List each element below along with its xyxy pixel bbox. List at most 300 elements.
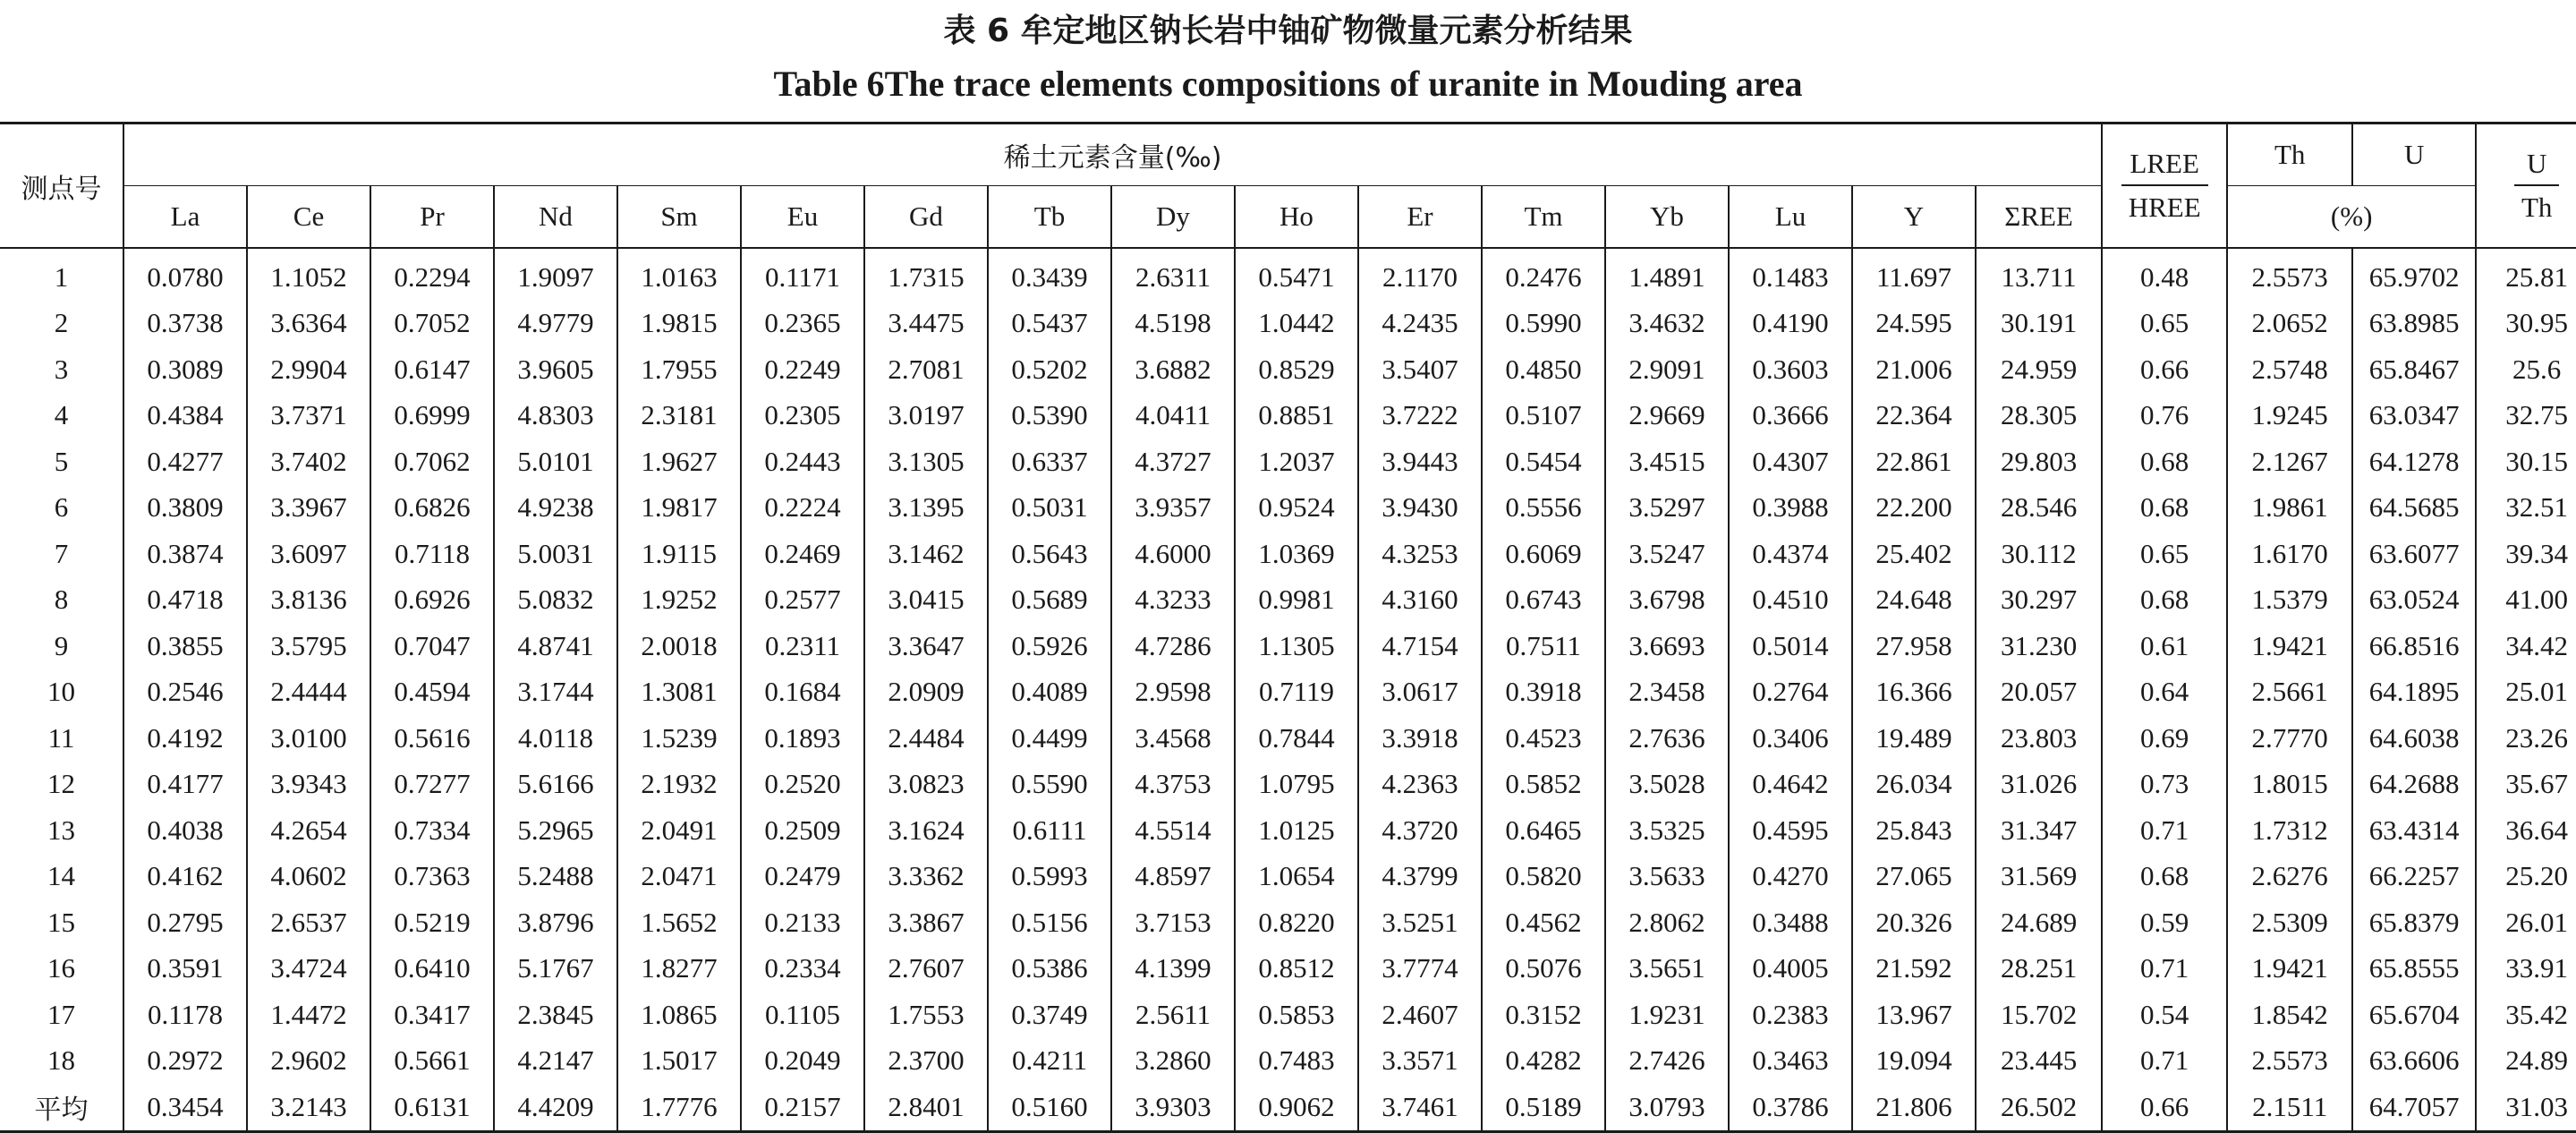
- cell-er: 4.3720: [1358, 807, 1482, 854]
- cell-point: 11: [47, 721, 75, 754]
- cell-sm: 2.0018: [617, 623, 741, 669]
- col-header-lu: Lu: [1729, 186, 1852, 249]
- cell-pr: 0.7118: [370, 531, 494, 577]
- cell-er: 3.7461: [1358, 1084, 1482, 1131]
- cell-gd: 3.1395: [864, 485, 988, 532]
- cell-yb: 3.5651: [1605, 946, 1729, 992]
- col-header-y: Y: [1852, 186, 1976, 249]
- cell-eu: 0.2479: [741, 854, 864, 900]
- cell-lree-hree: 0.64: [2102, 669, 2227, 716]
- cell-yb: 3.6798: [1605, 577, 1729, 624]
- cell-sm: 1.5652: [617, 899, 741, 946]
- cell-pr: 0.7363: [370, 854, 494, 900]
- table-row: [0, 762, 2576, 808]
- cell-ho: 0.7119: [1235, 669, 1358, 716]
- table-row: [0, 393, 2576, 439]
- cell-lu: 0.4005: [1729, 946, 1852, 992]
- cell-u: 65.8555: [2352, 946, 2476, 992]
- cell-eu: 0.2443: [741, 439, 864, 485]
- cell-gd: 1.7315: [864, 248, 988, 301]
- cell-th: 2.1511: [2227, 1084, 2352, 1131]
- cell-la: 0.0780: [123, 248, 247, 301]
- cell-eu: 0.1171: [741, 248, 864, 301]
- cell-ce: 3.7402: [247, 439, 370, 485]
- table-caption-chinese: 表 6 牟定地区钠长岩中铀矿物微量元素分析结果: [943, 13, 1633, 49]
- cell-sm: 2.0491: [617, 807, 741, 854]
- cell-u-th: 30.95: [2476, 301, 2576, 347]
- col-header-tm: Tm: [1482, 186, 1605, 249]
- cell-gd: 3.0197: [864, 393, 988, 439]
- point-header: 测点号: [0, 124, 123, 249]
- cell-pr: 0.6131: [370, 1084, 494, 1131]
- cell-y: 26.034: [1852, 762, 1976, 808]
- cell-u: 65.6704: [2352, 992, 2476, 1038]
- cell-dy: 3.2860: [1111, 1038, 1235, 1085]
- cell-tb: 0.5643: [988, 531, 1111, 577]
- cell-ho: 0.5471: [1235, 248, 1358, 301]
- cell-er: 3.5251: [1358, 899, 1482, 946]
- lree-hree-fraction: [2121, 148, 2208, 224]
- trace-elements-table: [0, 122, 2576, 1133]
- cell-y: 13.967: [1852, 992, 1976, 1038]
- cell-ce: 3.6364: [247, 301, 370, 347]
- cell-tb: 0.6111: [988, 807, 1111, 854]
- cell-lree-hree: 0.68: [2102, 577, 2227, 624]
- cell-u: 65.8467: [2352, 346, 2476, 393]
- header-row-1: [0, 124, 2576, 186]
- cell-tb: 0.5689: [988, 577, 1111, 624]
- cell-lree-hree: 0.65: [2102, 301, 2227, 347]
- cell-ho: 1.1305: [1235, 623, 1358, 669]
- u-th-denominator: Th: [2521, 192, 2553, 224]
- cell-y: 21.806: [1852, 1084, 1976, 1131]
- cell-yb: 3.0793: [1605, 1084, 1729, 1131]
- cell-u: 63.6606: [2352, 1038, 2476, 1085]
- cell-sum-ree: 30.297: [1976, 577, 2102, 624]
- cell-eu: 0.2305: [741, 393, 864, 439]
- cell-la: 0.4192: [123, 715, 247, 762]
- cell-u-th: 23.26: [2476, 715, 2576, 762]
- cell-tm: 0.7511: [1482, 623, 1605, 669]
- cell-y: 22.861: [1852, 439, 1976, 485]
- cell-pr: 0.6999: [370, 393, 494, 439]
- cell-tb: 0.5160: [988, 1084, 1111, 1131]
- cell-eu: 0.2249: [741, 346, 864, 393]
- cell-lree-hree: 0.69: [2102, 715, 2227, 762]
- col-header-sum-ree: ΣREE: [1976, 186, 2102, 249]
- cell-dy: 2.5611: [1111, 992, 1235, 1038]
- cell-ho: 1.0795: [1235, 762, 1358, 808]
- cell-nd: 4.2147: [494, 1038, 617, 1085]
- cell-ho: 1.0125: [1235, 807, 1358, 854]
- table-caption-english: Table 6The trace elements compositions of uranite in Mouding area: [773, 64, 1803, 104]
- cell-ce: 3.9343: [247, 762, 370, 808]
- cell-sm: 2.0471: [617, 854, 741, 900]
- cell-tm: 0.4562: [1482, 899, 1605, 946]
- cell-point: 12: [47, 768, 75, 800]
- col-header-ho: Ho: [1235, 186, 1358, 249]
- cell-pr: 0.6826: [370, 485, 494, 532]
- cell-lu: 0.2764: [1729, 669, 1852, 716]
- cell-sm: 1.9817: [617, 485, 741, 532]
- cell-lu: 0.3488: [1729, 899, 1852, 946]
- cell-y: 11.697: [1852, 248, 1976, 301]
- cell-er: 2.4607: [1358, 992, 1482, 1038]
- cell-er: 3.7774: [1358, 946, 1482, 992]
- cell-sum-ree: 31.347: [1976, 807, 2102, 854]
- cell-u-th: 35.42: [2476, 992, 2576, 1038]
- th-header: Th: [2227, 124, 2352, 186]
- cell-u-th: 32.51: [2476, 485, 2576, 532]
- cell-pr: 0.7047: [370, 623, 494, 669]
- cell-ho: 0.5853: [1235, 992, 1358, 1038]
- cell-tm: 0.4282: [1482, 1038, 1605, 1085]
- cell-tb: 0.5437: [988, 301, 1111, 347]
- cell-er: 3.7222: [1358, 393, 1482, 439]
- cell-tm: 0.6743: [1482, 577, 1605, 624]
- table-row: [0, 854, 2576, 900]
- cell-y: 21.592: [1852, 946, 1976, 992]
- cell-pr: 0.6926: [370, 577, 494, 624]
- cell-lu: 0.4595: [1729, 807, 1852, 854]
- cell-tb: 0.5386: [988, 946, 1111, 992]
- cell-point: 6: [54, 491, 69, 524]
- cell-lu: 0.4307: [1729, 439, 1852, 485]
- cell-tb: 0.6337: [988, 439, 1111, 485]
- cell-er: 4.2435: [1358, 301, 1482, 347]
- cell-point: 16: [47, 952, 75, 984]
- cell-ce: 3.5795: [247, 623, 370, 669]
- cell-yb: 3.4632: [1605, 301, 1729, 347]
- cell-sum-ree: 13.711: [1976, 248, 2102, 301]
- cell-tm: 0.6465: [1482, 807, 1605, 854]
- cell-lree-hree: 0.71: [2102, 946, 2227, 992]
- cell-dy: 3.7153: [1111, 899, 1235, 946]
- cell-er: 4.3799: [1358, 854, 1482, 900]
- cell-eu: 0.2334: [741, 946, 864, 992]
- cell-th: 2.5573: [2227, 1038, 2352, 1085]
- cell-pr: 0.7334: [370, 807, 494, 854]
- cell-ho: 0.9524: [1235, 485, 1358, 532]
- cell-dy: 4.1399: [1111, 946, 1235, 992]
- cell-tb: 0.3749: [988, 992, 1111, 1038]
- cell-ho: 0.8220: [1235, 899, 1358, 946]
- table-row: [0, 669, 2576, 716]
- cell-ho: 0.8851: [1235, 393, 1358, 439]
- cell-lu: 0.3786: [1729, 1084, 1852, 1131]
- col-header-ce: Ce: [247, 186, 370, 249]
- cell-pr: 0.5616: [370, 715, 494, 762]
- cell-tm: 0.5189: [1482, 1084, 1605, 1131]
- cell-th: 2.5661: [2227, 669, 2352, 716]
- cell-dy: 4.5198: [1111, 301, 1235, 347]
- cell-th: 1.9861: [2227, 485, 2352, 532]
- cell-ho: 0.7844: [1235, 715, 1358, 762]
- cell-er: 4.3160: [1358, 577, 1482, 624]
- cell-la: 0.3738: [123, 301, 247, 347]
- cell-dy: 3.4568: [1111, 715, 1235, 762]
- cell-u-th: 26.01: [2476, 899, 2576, 946]
- cell-y: 27.958: [1852, 623, 1976, 669]
- cell-la: 0.2546: [123, 669, 247, 716]
- cell-er: 4.7154: [1358, 623, 1482, 669]
- cell-u-th: 25.6: [2476, 346, 2576, 393]
- cell-la: 0.3809: [123, 485, 247, 532]
- cell-eu: 0.2311: [741, 623, 864, 669]
- cell-la: 0.4038: [123, 807, 247, 854]
- u-header: U: [2352, 124, 2476, 186]
- cell-th: 1.5379: [2227, 577, 2352, 624]
- cell-nd: 5.0031: [494, 531, 617, 577]
- cell-u-th: 36.64: [2476, 807, 2576, 854]
- cell-nd: 4.8303: [494, 393, 617, 439]
- u-th-header: [2476, 124, 2576, 249]
- cell-ce: 3.0100: [247, 715, 370, 762]
- cell-tm: 0.5107: [1482, 393, 1605, 439]
- cell-sm: 1.9815: [617, 301, 741, 347]
- u-th-fraction: [2514, 148, 2559, 224]
- cell-tb: 0.5202: [988, 346, 1111, 393]
- cell-ho: 1.0654: [1235, 854, 1358, 900]
- table-row: [0, 531, 2576, 577]
- cell-la: 0.2972: [123, 1038, 247, 1085]
- cell-er: 3.9443: [1358, 439, 1482, 485]
- cell-lu: 0.2383: [1729, 992, 1852, 1038]
- cell-th: 1.8542: [2227, 992, 2352, 1038]
- cell-sum-ree: 28.546: [1976, 485, 2102, 532]
- cell-u-th: 35.67: [2476, 762, 2576, 808]
- cell-point: 13: [47, 814, 75, 846]
- cell-th: 1.8015: [2227, 762, 2352, 808]
- cell-lree-hree: 0.66: [2102, 1084, 2227, 1131]
- cell-gd: 3.1624: [864, 807, 988, 854]
- cell-eu: 0.2577: [741, 577, 864, 624]
- cell-la: 0.4384: [123, 393, 247, 439]
- cell-sum-ree: 31.026: [1976, 762, 2102, 808]
- cell-y: 16.366: [1852, 669, 1976, 716]
- cell-yb: 3.5325: [1605, 807, 1729, 854]
- cell-er: 3.9430: [1358, 485, 1482, 532]
- table-row: [0, 485, 2576, 532]
- cell-ho: 0.9062: [1235, 1084, 1358, 1131]
- cell-la: 0.3874: [123, 531, 247, 577]
- table-row: [0, 715, 2576, 762]
- cell-yb: 2.7426: [1605, 1038, 1729, 1085]
- cell-dy: 4.6000: [1111, 531, 1235, 577]
- cell-dy: 3.9357: [1111, 485, 1235, 532]
- cell-gd: 2.7607: [864, 946, 988, 992]
- cell-eu: 0.2133: [741, 899, 864, 946]
- cell-nd: 5.0832: [494, 577, 617, 624]
- cell-lree-hree: 0.54: [2102, 992, 2227, 1038]
- cell-yb: 2.3458: [1605, 669, 1729, 716]
- cell-u-th: 30.15: [2476, 439, 2576, 485]
- cell-tm: 0.5820: [1482, 854, 1605, 900]
- lree-label: LREE: [2121, 148, 2208, 187]
- cell-u-th: 31.03: [2476, 1084, 2576, 1131]
- cell-ce: 3.2143: [247, 1084, 370, 1131]
- cell-th: 1.6170: [2227, 531, 2352, 577]
- table-row: [0, 992, 2576, 1038]
- cell-nd: 1.9097: [494, 248, 617, 301]
- cell-sm: 1.0865: [617, 992, 741, 1038]
- cell-sm: 1.0163: [617, 248, 741, 301]
- cell-la: 0.3591: [123, 946, 247, 992]
- cell-pr: 0.6147: [370, 346, 494, 393]
- cell-nd: 3.9605: [494, 346, 617, 393]
- cell-nd: 5.0101: [494, 439, 617, 485]
- cell-point: 2: [54, 307, 69, 339]
- cell-lree-hree: 0.68: [2102, 485, 2227, 532]
- cell-ce: 2.4444: [247, 669, 370, 716]
- cell-ce: 3.3967: [247, 485, 370, 532]
- col-header-la: La: [123, 186, 247, 249]
- cell-la: 0.1178: [123, 992, 247, 1038]
- percent-unit-header: (%): [2227, 186, 2476, 249]
- cell-lree-hree: 0.59: [2102, 899, 2227, 946]
- cell-u-th: 41.00: [2476, 577, 2576, 624]
- col-header-nd: Nd: [494, 186, 617, 249]
- cell-eu: 0.2049: [741, 1038, 864, 1085]
- cell-lu: 0.5014: [1729, 623, 1852, 669]
- cell-dy: 2.9598: [1111, 669, 1235, 716]
- cell-point: 1: [54, 260, 69, 293]
- cell-u: 64.1895: [2352, 669, 2476, 716]
- cell-u: 63.4314: [2352, 807, 2476, 854]
- cell-er: 4.3253: [1358, 531, 1482, 577]
- cell-la: 0.4718: [123, 577, 247, 624]
- cell-ho: 0.8512: [1235, 946, 1358, 992]
- cell-ce: 3.7371: [247, 393, 370, 439]
- cell-tb: 0.5390: [988, 393, 1111, 439]
- cell-y: 25.843: [1852, 807, 1976, 854]
- cell-th: 2.1267: [2227, 439, 2352, 485]
- table-row: [0, 301, 2576, 347]
- cell-point: 5: [54, 445, 69, 477]
- cell-y: 27.065: [1852, 854, 1976, 900]
- cell-ce: 2.9904: [247, 346, 370, 393]
- cell-ho: 1.0442: [1235, 301, 1358, 347]
- cell-la: 0.4277: [123, 439, 247, 485]
- cell-th: 2.5573: [2227, 248, 2352, 301]
- cell-th: 2.5309: [2227, 899, 2352, 946]
- cell-dy: 2.6311: [1111, 248, 1235, 301]
- cell-u-th: 32.75: [2476, 393, 2576, 439]
- cell-yb: 1.9231: [1605, 992, 1729, 1038]
- cell-pr: 0.4594: [370, 669, 494, 716]
- cell-yb: 2.7636: [1605, 715, 1729, 762]
- cell-pr: 0.2294: [370, 248, 494, 301]
- cell-lree-hree: 0.68: [2102, 439, 2227, 485]
- cell-ce: 1.1052: [247, 248, 370, 301]
- cell-lree-hree: 0.65: [2102, 531, 2227, 577]
- cell-gd: 2.7081: [864, 346, 988, 393]
- cell-u: 63.8985: [2352, 301, 2476, 347]
- cell-tm: 0.4523: [1482, 715, 1605, 762]
- cell-eu: 0.1105: [741, 992, 864, 1038]
- cell-sum-ree: 28.251: [1976, 946, 2102, 992]
- cell-er: 3.5407: [1358, 346, 1482, 393]
- cell-ce: 1.4472: [247, 992, 370, 1038]
- cell-la: 0.3089: [123, 346, 247, 393]
- col-header-eu: Eu: [741, 186, 864, 249]
- cell-sum-ree: 15.702: [1976, 992, 2102, 1038]
- cell-yb: 2.9091: [1605, 346, 1729, 393]
- col-header-sm: Sm: [617, 186, 741, 249]
- cell-eu: 0.1893: [741, 715, 864, 762]
- cell-lu: 0.4270: [1729, 854, 1852, 900]
- cell-u: 64.2688: [2352, 762, 2476, 808]
- cell-tm: 0.3152: [1482, 992, 1605, 1038]
- cell-tm: 0.5556: [1482, 485, 1605, 532]
- cell-lu: 0.1483: [1729, 248, 1852, 301]
- cell-th: 2.7770: [2227, 715, 2352, 762]
- cell-nd: 3.8796: [494, 899, 617, 946]
- cell-gd: 2.8401: [864, 1084, 988, 1131]
- cell-gd: 3.0415: [864, 577, 988, 624]
- cell-dy: 3.9303: [1111, 1084, 1235, 1131]
- cell-u: 63.0524: [2352, 577, 2476, 624]
- cell-er: 3.3918: [1358, 715, 1482, 762]
- cell-sum-ree: 20.057: [1976, 669, 2102, 716]
- cell-th: 1.9421: [2227, 623, 2352, 669]
- cell-gd: 3.0823: [864, 762, 988, 808]
- cell-u: 66.2257: [2352, 854, 2476, 900]
- cell-gd: 3.1462: [864, 531, 988, 577]
- cell-yb: 3.6693: [1605, 623, 1729, 669]
- cell-yb: 1.4891: [1605, 248, 1729, 301]
- cell-la: 0.2795: [123, 899, 247, 946]
- cell-lu: 0.4642: [1729, 762, 1852, 808]
- cell-u-th: 34.42: [2476, 623, 2576, 669]
- cell-y: 24.595: [1852, 301, 1976, 347]
- cell-sm: 1.9115: [617, 531, 741, 577]
- cell-yb: 3.5247: [1605, 531, 1729, 577]
- cell-point: 4: [54, 399, 69, 431]
- cell-nd: 5.2965: [494, 807, 617, 854]
- table-row: [0, 1038, 2576, 1085]
- cell-lu: 0.3406: [1729, 715, 1852, 762]
- cell-ce: 2.6537: [247, 899, 370, 946]
- cell-lree-hree: 0.71: [2102, 807, 2227, 854]
- cell-point: 平均: [34, 1094, 89, 1126]
- cell-eu: 0.2157: [741, 1084, 864, 1131]
- u-th-numerator: U: [2514, 148, 2559, 187]
- col-header-er: Er: [1358, 186, 1482, 249]
- table-row: [0, 577, 2576, 624]
- cell-sum-ree: 31.230: [1976, 623, 2102, 669]
- cell-ho: 1.2037: [1235, 439, 1358, 485]
- cell-tm: 0.5852: [1482, 762, 1605, 808]
- col-header-pr: Pr: [370, 186, 494, 249]
- cell-sum-ree: 29.803: [1976, 439, 2102, 485]
- cell-eu: 0.1684: [741, 669, 864, 716]
- cell-lree-hree: 0.68: [2102, 854, 2227, 900]
- cell-tb: 0.5993: [988, 854, 1111, 900]
- table-body: [0, 248, 2576, 1131]
- cell-u-th: 39.34: [2476, 531, 2576, 577]
- cell-sum-ree: 30.112: [1976, 531, 2102, 577]
- cell-sum-ree: 26.502: [1976, 1084, 2102, 1131]
- ree-group-header: 稀土元素含量(‰): [123, 124, 2102, 186]
- cell-tm: 0.5454: [1482, 439, 1605, 485]
- cell-lu: 0.4374: [1729, 531, 1852, 577]
- cell-u: 66.8516: [2352, 623, 2476, 669]
- cell-pr: 0.6410: [370, 946, 494, 992]
- cell-yb: 3.5633: [1605, 854, 1729, 900]
- col-header-gd: Gd: [864, 186, 988, 249]
- cell-nd: 4.9779: [494, 301, 617, 347]
